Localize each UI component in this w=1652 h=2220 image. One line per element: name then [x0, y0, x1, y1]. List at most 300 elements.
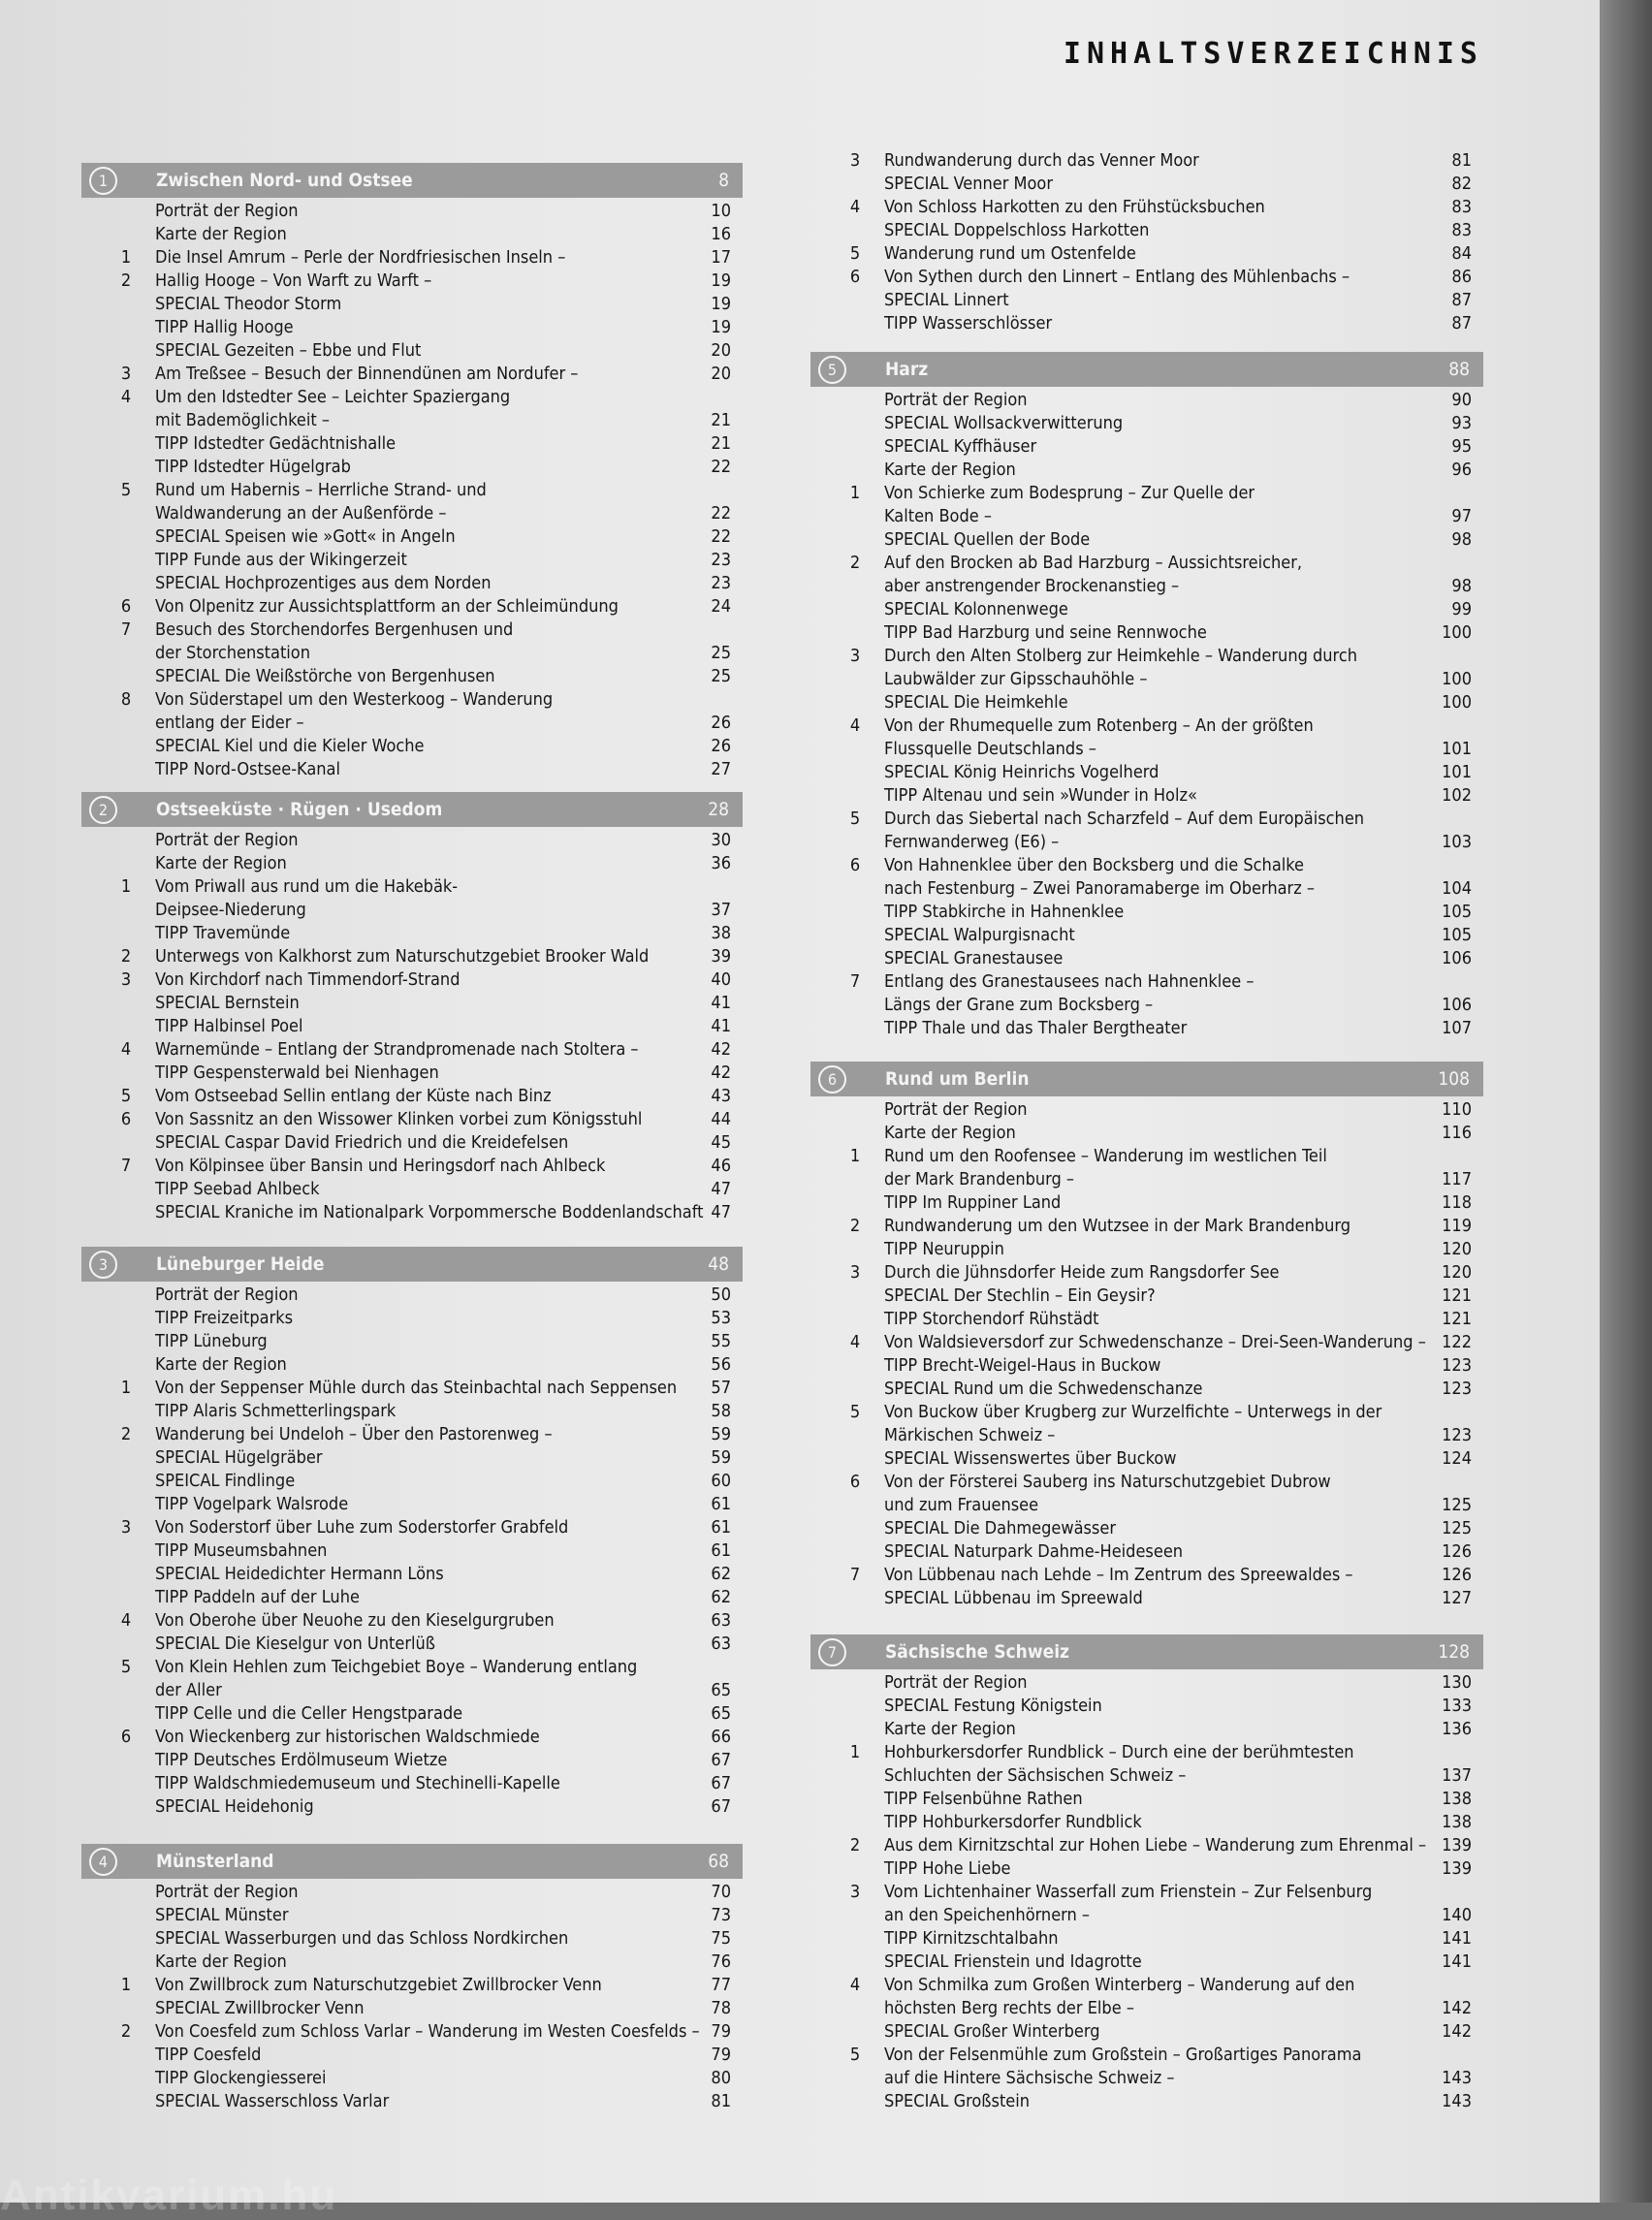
- tour-number: 6: [120, 596, 132, 617]
- entry-title: Porträt der Region: [884, 1672, 1028, 1693]
- entry-title: Von Sassnitz an den Wissower Klinken vorbei zum Königsstuhl: [155, 1109, 643, 1129]
- entry-title: TIPP Vogelpark Walsrode: [155, 1494, 349, 1514]
- watermark-text: Antikvarium.hu: [0, 2172, 338, 2219]
- entry-title: Kalten Bode –: [884, 506, 992, 526]
- entry-page-number: 97: [1451, 506, 1472, 526]
- entry-title: Von der Försterei Sauberg ins Naturschutzgebiet Dubrow: [884, 1472, 1331, 1492]
- tour-number: 2: [120, 1424, 132, 1444]
- entry-title: SPECIAL Bernstein: [155, 993, 300, 1013]
- entry-title: SPECIAL Hügelgräber: [155, 1447, 323, 1468]
- toc-entry: [810, 2090, 1483, 2113]
- section-header: [810, 352, 1483, 387]
- tour-number: 5: [849, 243, 861, 264]
- entry-page-number: 62: [711, 1564, 731, 1584]
- section-header: [81, 163, 743, 198]
- entry-title: TIPP Halbinsel Poel: [155, 1016, 303, 1036]
- entry-title: Längs der Grane zum Bocksberg –: [884, 995, 1154, 1015]
- toc-entry: [81, 1726, 743, 1749]
- toc-entry: [810, 1145, 1483, 1168]
- toc-entry: [81, 1633, 743, 1656]
- toc-entry: [810, 924, 1483, 947]
- section-title: Rund um Berlin: [885, 1068, 1030, 1090]
- toc-entry: [81, 968, 743, 992]
- tour-number: 7: [849, 1565, 861, 1585]
- toc-entry: [810, 1764, 1483, 1788]
- tour-number: 3: [849, 150, 861, 171]
- entry-title: Waldwanderung an der Außenförde –: [155, 503, 447, 523]
- entry-page-number: 96: [1451, 460, 1472, 480]
- entry-page-number: 38: [711, 923, 731, 943]
- entry-page-number: 23: [711, 573, 731, 593]
- tour-number: 4: [120, 1039, 132, 1060]
- entry-page-number: 55: [711, 1331, 731, 1351]
- entry-page-number: 46: [711, 1156, 731, 1176]
- entry-page-number: 63: [711, 1610, 731, 1631]
- toc-section: [810, 1062, 1483, 1610]
- entry-title: Von Hahnenklee über den Bocksberg und die Schalke: [884, 855, 1304, 875]
- entry-page-number: 20: [711, 364, 731, 384]
- entry-page-number: 107: [1442, 1018, 1472, 1038]
- entry-page-number: 20: [711, 340, 731, 361]
- entry-page-number: 66: [711, 1727, 731, 1747]
- section-title: Zwischen Nord- und Ostsee: [156, 170, 413, 191]
- entry-title: TIPP Waldschmiedemuseum und Stechinelli-Kapelle: [155, 1773, 560, 1793]
- toc-entry: [81, 432, 743, 456]
- entry-page-number: 101: [1442, 762, 1472, 782]
- section-number-badge: 4: [89, 1848, 117, 1876]
- tour-number: 6: [120, 1727, 132, 1747]
- section-page-number: 68: [708, 1851, 729, 1872]
- toc-entry: [81, 852, 743, 875]
- entry-title: Rund um den Roofensee – Wanderung im westlichen Teil: [884, 1146, 1327, 1166]
- entry-title: TIPP Glockengiesserei: [155, 2068, 327, 2088]
- entry-page-number: 17: [711, 247, 731, 268]
- toc-entry: [81, 1679, 743, 1702]
- entry-title: TIPP Bad Harzburg und seine Rennwoche: [884, 622, 1207, 643]
- entry-page-number: 79: [711, 2045, 731, 2065]
- entry-page-number: 81: [1451, 150, 1472, 171]
- toc-entry: [810, 1494, 1483, 1517]
- section-number-badge: 3: [89, 1251, 117, 1279]
- entry-title: TIPP Felsenbühne Rathen: [884, 1789, 1083, 1809]
- toc-entry: [810, 1718, 1483, 1741]
- entry-page-number: 56: [711, 1354, 731, 1375]
- tour-number: 3: [120, 1517, 132, 1538]
- section-title: Münsterland: [156, 1851, 274, 1872]
- toc-entry: [81, 1307, 743, 1330]
- toc-entry: [810, 1401, 1483, 1424]
- entry-page-number: 61: [711, 1517, 731, 1538]
- entry-page-number: 39: [711, 946, 731, 967]
- tour-number: 5: [849, 2045, 861, 2065]
- toc-entry: [810, 1308, 1483, 1331]
- toc-entry: [81, 1795, 743, 1819]
- toc-entry: [810, 784, 1483, 808]
- toc-entry: [81, 618, 743, 642]
- tour-number: 1: [120, 247, 132, 268]
- tour-number: 3: [120, 364, 132, 384]
- entry-title: an den Speichenhörnern –: [884, 1905, 1091, 1925]
- entry-title: Durch die Jühnsdorfer Heide zum Rangsdorfer See: [884, 1262, 1280, 1283]
- toc-entry: [81, 595, 743, 618]
- toc-entry: [81, 1085, 743, 1108]
- entry-title: Aus dem Kirnitzschtal zur Hohen Liebe – Wanderung zum Ehrenmal –: [884, 1835, 1427, 1855]
- entry-title: TIPP Hohburkersdorfer Rundblick: [884, 1812, 1142, 1832]
- toc-entry: [810, 242, 1483, 266]
- toc-entry: [810, 714, 1483, 738]
- toc-entry: [81, 1881, 743, 1904]
- toc-entry: [81, 1353, 743, 1377]
- toc-entry-list: [81, 829, 743, 1224]
- tour-number: 2: [849, 1216, 861, 1236]
- toc-entry: [81, 1927, 743, 1950]
- entry-page-number: 45: [711, 1132, 731, 1153]
- toc-entry: [81, 2067, 743, 2090]
- entry-page-number: 127: [1442, 1588, 1472, 1608]
- toc-entry: [810, 575, 1483, 598]
- entry-page-number: 59: [711, 1424, 731, 1444]
- entry-title: der Mark Brandenburg –: [884, 1169, 1074, 1189]
- tour-number: 4: [120, 1610, 132, 1631]
- toc-entry: [81, 758, 743, 781]
- entry-title: auf die Hintere Sächsische Schweiz –: [884, 2068, 1175, 2088]
- entry-title: SPECIAL Die Dahmegewässer: [884, 1518, 1116, 1538]
- toc-entry-list: [810, 389, 1483, 1040]
- entry-page-number: 142: [1442, 2021, 1472, 2042]
- entry-page-number: 42: [711, 1039, 731, 1060]
- entry-page-number: 43: [711, 1086, 731, 1106]
- entry-page-number: 57: [711, 1378, 731, 1398]
- tour-number: 8: [120, 689, 132, 710]
- toc-entry: [810, 1997, 1483, 2020]
- entry-title: SPECIAL Doppelschloss Harkotten: [884, 220, 1150, 240]
- section-page-number: 48: [708, 1253, 729, 1275]
- toc-entry-list: [81, 1284, 743, 1819]
- entry-page-number: 27: [711, 759, 731, 779]
- section-header: [810, 1634, 1483, 1669]
- tour-number: 4: [849, 197, 861, 217]
- entry-title: Porträt der Region: [155, 201, 299, 221]
- entry-page-number: 126: [1442, 1541, 1472, 1562]
- toc-entry: [810, 1017, 1483, 1040]
- toc-entry: [810, 854, 1483, 877]
- entry-title: SPECIAL Der Stechlin – Ein Geysir?: [884, 1285, 1156, 1306]
- entry-page-number: 102: [1442, 785, 1472, 806]
- entry-title: Schluchten der Sächsischen Schweiz –: [884, 1765, 1187, 1786]
- toc-entry: [81, 1155, 743, 1178]
- entry-page-number: 82: [1451, 174, 1472, 194]
- toc-entry-list: [810, 1671, 1483, 2113]
- toc-entry: [810, 173, 1483, 196]
- entry-title: und zum Frauensee: [884, 1495, 1039, 1515]
- toc-entry: [810, 1927, 1483, 1950]
- toc-entry: [810, 1671, 1483, 1695]
- section-title: Sächsische Schweiz: [885, 1641, 1069, 1663]
- entry-page-number: 110: [1442, 1099, 1472, 1120]
- toc-entry: [810, 668, 1483, 691]
- tour-number: 5: [120, 480, 132, 500]
- entry-title: Warnemünde – Entlang der Strandpromenade nach Stoltera –: [155, 1039, 639, 1060]
- tour-number: 4: [849, 1332, 861, 1352]
- tour-number: 3: [849, 1262, 861, 1283]
- entry-page-number: 119: [1442, 1216, 1472, 1236]
- toc-entry: [81, 1062, 743, 1085]
- entry-page-number: 67: [711, 1750, 731, 1770]
- section-page-number: 88: [1448, 359, 1470, 380]
- toc-entry: [810, 1517, 1483, 1540]
- entry-title: Durch den Alten Stolberg zur Heimkehle – Wanderung durch: [884, 646, 1357, 666]
- toc-entry: [81, 246, 743, 270]
- toc-entry: [81, 1377, 743, 1400]
- toc-entry: [810, 1261, 1483, 1284]
- entry-title: Porträt der Region: [155, 1882, 299, 1902]
- toc-entry: [810, 482, 1483, 505]
- tour-number: 1: [849, 483, 861, 503]
- entry-page-number: 21: [711, 410, 731, 430]
- entry-title: TIPP Paddeln auf der Luhe: [155, 1587, 360, 1607]
- entry-title: SPECIAL Caspar David Friedrich und die Kreidefelsen: [155, 1132, 569, 1153]
- entry-title: Karte der Region: [155, 853, 287, 873]
- entry-page-number: 138: [1442, 1812, 1472, 1832]
- entry-page-number: 133: [1442, 1696, 1472, 1716]
- toc-entry: [81, 1516, 743, 1539]
- entry-title: Karte der Region: [884, 1123, 1016, 1143]
- entry-title: nach Festenburg – Zwei Panoramaberge im Oberharz –: [884, 878, 1315, 899]
- toc-section: [81, 1247, 743, 1819]
- entry-title: Durch das Siebertal nach Scharzfeld – Auf dem Europäischen: [884, 809, 1365, 829]
- toc-entry: [81, 945, 743, 968]
- entry-title: TIPP Coesfeld: [155, 2045, 262, 2065]
- entry-title: entlang der Eider –: [155, 713, 304, 733]
- toc-entry: [810, 435, 1483, 459]
- tour-number: 2: [120, 2021, 132, 2042]
- toc-entry: [810, 1168, 1483, 1191]
- toc-entry: [810, 1974, 1483, 1997]
- entry-page-number: 143: [1442, 2068, 1472, 2088]
- entry-page-number: 80: [711, 2068, 731, 2088]
- entry-title: SPECIAL Lübbenau im Spreewald: [884, 1588, 1143, 1608]
- toc-entry: [810, 1540, 1483, 1564]
- toc-entry: [810, 947, 1483, 970]
- toc-entry: [810, 266, 1483, 289]
- entry-title: TIPP Celle und die Celler Hengstparade: [155, 1703, 463, 1724]
- entry-page-number: 106: [1442, 948, 1472, 968]
- section-page-number: 108: [1438, 1068, 1470, 1090]
- entry-title: SPECIAL Heidehonig: [155, 1796, 314, 1817]
- entry-page-number: 141: [1442, 1928, 1472, 1949]
- entry-page-number: 23: [711, 550, 731, 570]
- entry-title: SPECIAL König Heinrichs Vogelherd: [884, 762, 1160, 782]
- toc-entry: [81, 293, 743, 316]
- entry-page-number: 22: [711, 503, 731, 523]
- toc-entry: [810, 459, 1483, 482]
- entry-title: TIPP Stabkirche in Hahnenklee: [884, 902, 1125, 922]
- entry-title: Wanderung bei Undeloh – Über den Pastorenweg –: [155, 1424, 553, 1444]
- section-number-badge: 7: [818, 1638, 846, 1666]
- entry-page-number: 63: [711, 1633, 731, 1654]
- entry-page-number: 37: [711, 900, 731, 920]
- entry-title: Karte der Region: [155, 1951, 287, 1972]
- tour-number: 7: [120, 1156, 132, 1176]
- entry-page-number: 22: [711, 457, 731, 477]
- entry-page-number: 53: [711, 1308, 731, 1328]
- entry-title: Von Klein Hehlen zum Teichgebiet Boye – Wanderung entlang: [155, 1657, 638, 1677]
- entry-page-number: 138: [1442, 1789, 1472, 1809]
- toc-entry: [810, 1950, 1483, 1974]
- toc-entry: [81, 1284, 743, 1307]
- toc-entry: [81, 992, 743, 1015]
- tour-number: 2: [849, 1835, 861, 1855]
- entry-title: TIPP Freizeitparks: [155, 1308, 294, 1328]
- toc-entry: [810, 1834, 1483, 1857]
- toc-entry: [81, 1749, 743, 1772]
- entry-title: TIPP Altenau und sein »Wunder in Holz«: [884, 785, 1197, 806]
- toc-entry: [81, 875, 743, 899]
- entry-title: TIPP Wasserschlösser: [884, 313, 1053, 333]
- entry-page-number: 21: [711, 433, 731, 454]
- entry-title: SPECIAL Münster: [155, 1905, 289, 1925]
- toc-entry: [810, 1695, 1483, 1718]
- toc-entry: [81, 712, 743, 735]
- entry-title: TIPP Brecht-Weigel-Haus in Buckow: [884, 1355, 1161, 1376]
- entry-page-number: 40: [711, 969, 731, 990]
- tour-number: 5: [849, 809, 861, 829]
- toc-entry: [810, 1191, 1483, 1215]
- toc-entry: [81, 1038, 743, 1062]
- entry-title: SPECIAL Wissenswertes über Buckow: [884, 1448, 1177, 1469]
- entry-page-number: 87: [1451, 313, 1472, 333]
- toc-entry: [81, 1772, 743, 1795]
- entry-title: TIPP Gespensterwald bei Nienhagen: [155, 1062, 439, 1083]
- toc-entry: [810, 389, 1483, 412]
- tour-number: 7: [849, 971, 861, 992]
- toc-entry: [810, 149, 1483, 173]
- section-number-badge: 2: [89, 796, 117, 824]
- toc-entry: [81, 642, 743, 665]
- entry-title: der Aller: [155, 1680, 222, 1700]
- entry-page-number: 47: [711, 1202, 731, 1222]
- toc-entry: [81, 1563, 743, 1586]
- page-edge-shadow: [1600, 0, 1652, 2203]
- toc-entry: [810, 994, 1483, 1017]
- toc-section: [81, 792, 743, 1224]
- section-title: Lüneburger Heide: [156, 1253, 325, 1275]
- entry-title: Besuch des Storchendorfes Bergenhusen und: [155, 619, 514, 640]
- toc-entry: [81, 502, 743, 525]
- entry-title: Von Schloss Harkotten zu den Frühstücksbuchen: [884, 197, 1265, 217]
- toc-entry: [810, 598, 1483, 621]
- toc-entry: [810, 901, 1483, 924]
- tour-number: 6: [849, 855, 861, 875]
- toc-entry: [81, 339, 743, 363]
- entry-title: SPECIAL Naturpark Dahme-Heideseen: [884, 1541, 1184, 1562]
- section-page-number: 28: [708, 799, 729, 820]
- tour-number: 5: [849, 1402, 861, 1422]
- tour-number: 3: [849, 1882, 861, 1902]
- toc-entry: [810, 1741, 1483, 1764]
- toc-entry: [81, 549, 743, 572]
- page-title: INHALTSVERZEICHNIS: [1063, 37, 1483, 71]
- entry-title: SPECIAL Kolonnenwege: [884, 599, 1068, 619]
- entry-page-number: 59: [711, 1447, 731, 1468]
- toc-entry: [81, 1904, 743, 1927]
- toc-entry: [81, 2044, 743, 2067]
- tour-number: 5: [120, 1086, 132, 1106]
- tour-number: 1: [120, 1975, 132, 1995]
- toc-entry: [81, 1015, 743, 1038]
- entry-title: Karte der Region: [155, 1354, 287, 1375]
- toc-entry: [810, 2020, 1483, 2044]
- entry-title: Von der Rhumequelle zum Rotenberg – An der größten: [884, 715, 1314, 736]
- entry-title: TIPP Travemünde: [155, 923, 291, 943]
- entry-title: TIPP Im Ruppiner Land: [884, 1192, 1062, 1213]
- entry-page-number: 121: [1442, 1309, 1472, 1329]
- toc-entry: [81, 665, 743, 688]
- toc-entry: [810, 831, 1483, 854]
- entry-title: Laubwälder zur Gipsschauhöhle –: [884, 669, 1148, 689]
- entry-page-number: 123: [1442, 1379, 1472, 1399]
- entry-page-number: 62: [711, 1587, 731, 1607]
- entry-page-number: 24: [711, 596, 731, 617]
- toc-entry: [81, 1131, 743, 1155]
- toc-entry: [81, 1423, 743, 1446]
- entry-page-number: 98: [1451, 529, 1472, 550]
- entry-page-number: 10: [711, 201, 731, 221]
- entry-title: Karte der Region: [884, 1719, 1016, 1739]
- entry-page-number: 93: [1451, 413, 1472, 433]
- entry-title: Von Kölpinsee über Bansin und Heringsdorf nach Ahlbeck: [155, 1156, 606, 1176]
- entry-page-number: 137: [1442, 1765, 1472, 1786]
- entry-page-number: 116: [1442, 1123, 1472, 1143]
- toc-entry: [81, 456, 743, 479]
- toc-entry: [810, 1881, 1483, 1904]
- toc-entry: [810, 1215, 1483, 1238]
- tour-number: 4: [849, 1975, 861, 1995]
- entry-page-number: 95: [1451, 436, 1472, 457]
- entry-title: Von Kirchdorf nach Timmendorf-Strand: [155, 969, 461, 990]
- toc-entry: [81, 1539, 743, 1563]
- entry-title: SPECIAL Wollsackverwitterung: [884, 413, 1124, 433]
- entry-page-number: 25: [711, 666, 731, 686]
- entry-title: Märkischen Schweiz –: [884, 1425, 1056, 1445]
- entry-page-number: 121: [1442, 1285, 1472, 1306]
- entry-page-number: 90: [1451, 390, 1472, 410]
- toc-entry: [81, 688, 743, 712]
- toc-entry: [810, 877, 1483, 901]
- entry-title: höchsten Berg rechts der Elbe –: [884, 1998, 1134, 2018]
- entry-page-number: 81: [711, 2091, 731, 2111]
- toc-entry: [81, 200, 743, 223]
- toc-entry: [810, 1238, 1483, 1261]
- entry-title: SPECIAL Gezeiten – Ebbe und Flut: [155, 340, 422, 361]
- entry-page-number: 67: [711, 1773, 731, 1793]
- toc-entry-list: [81, 1881, 743, 2113]
- entry-title: Rundwanderung um den Wutzsee in der Mark Brandenburg: [884, 1216, 1351, 1236]
- entry-title: Vom Priwall aus rund um die Hakebäk-: [155, 876, 459, 897]
- entry-title: SPECIAL Großstein: [884, 2091, 1031, 2111]
- entry-title: Karte der Region: [155, 224, 287, 244]
- toc-entry: [81, 316, 743, 339]
- section-number-badge: 1: [89, 167, 117, 195]
- toc-entry: [810, 1331, 1483, 1354]
- tour-number: 2: [849, 553, 861, 573]
- entry-page-number: 118: [1442, 1192, 1472, 1213]
- entry-title: Von Soderstorf über Luhe zum Soderstorfer Grabfeld: [155, 1517, 569, 1538]
- tour-number: 2: [120, 946, 132, 967]
- tour-number: 5: [120, 1657, 132, 1677]
- entry-title: SPECIAL Theodor Storm: [155, 294, 342, 314]
- toc-section: [81, 1844, 743, 2113]
